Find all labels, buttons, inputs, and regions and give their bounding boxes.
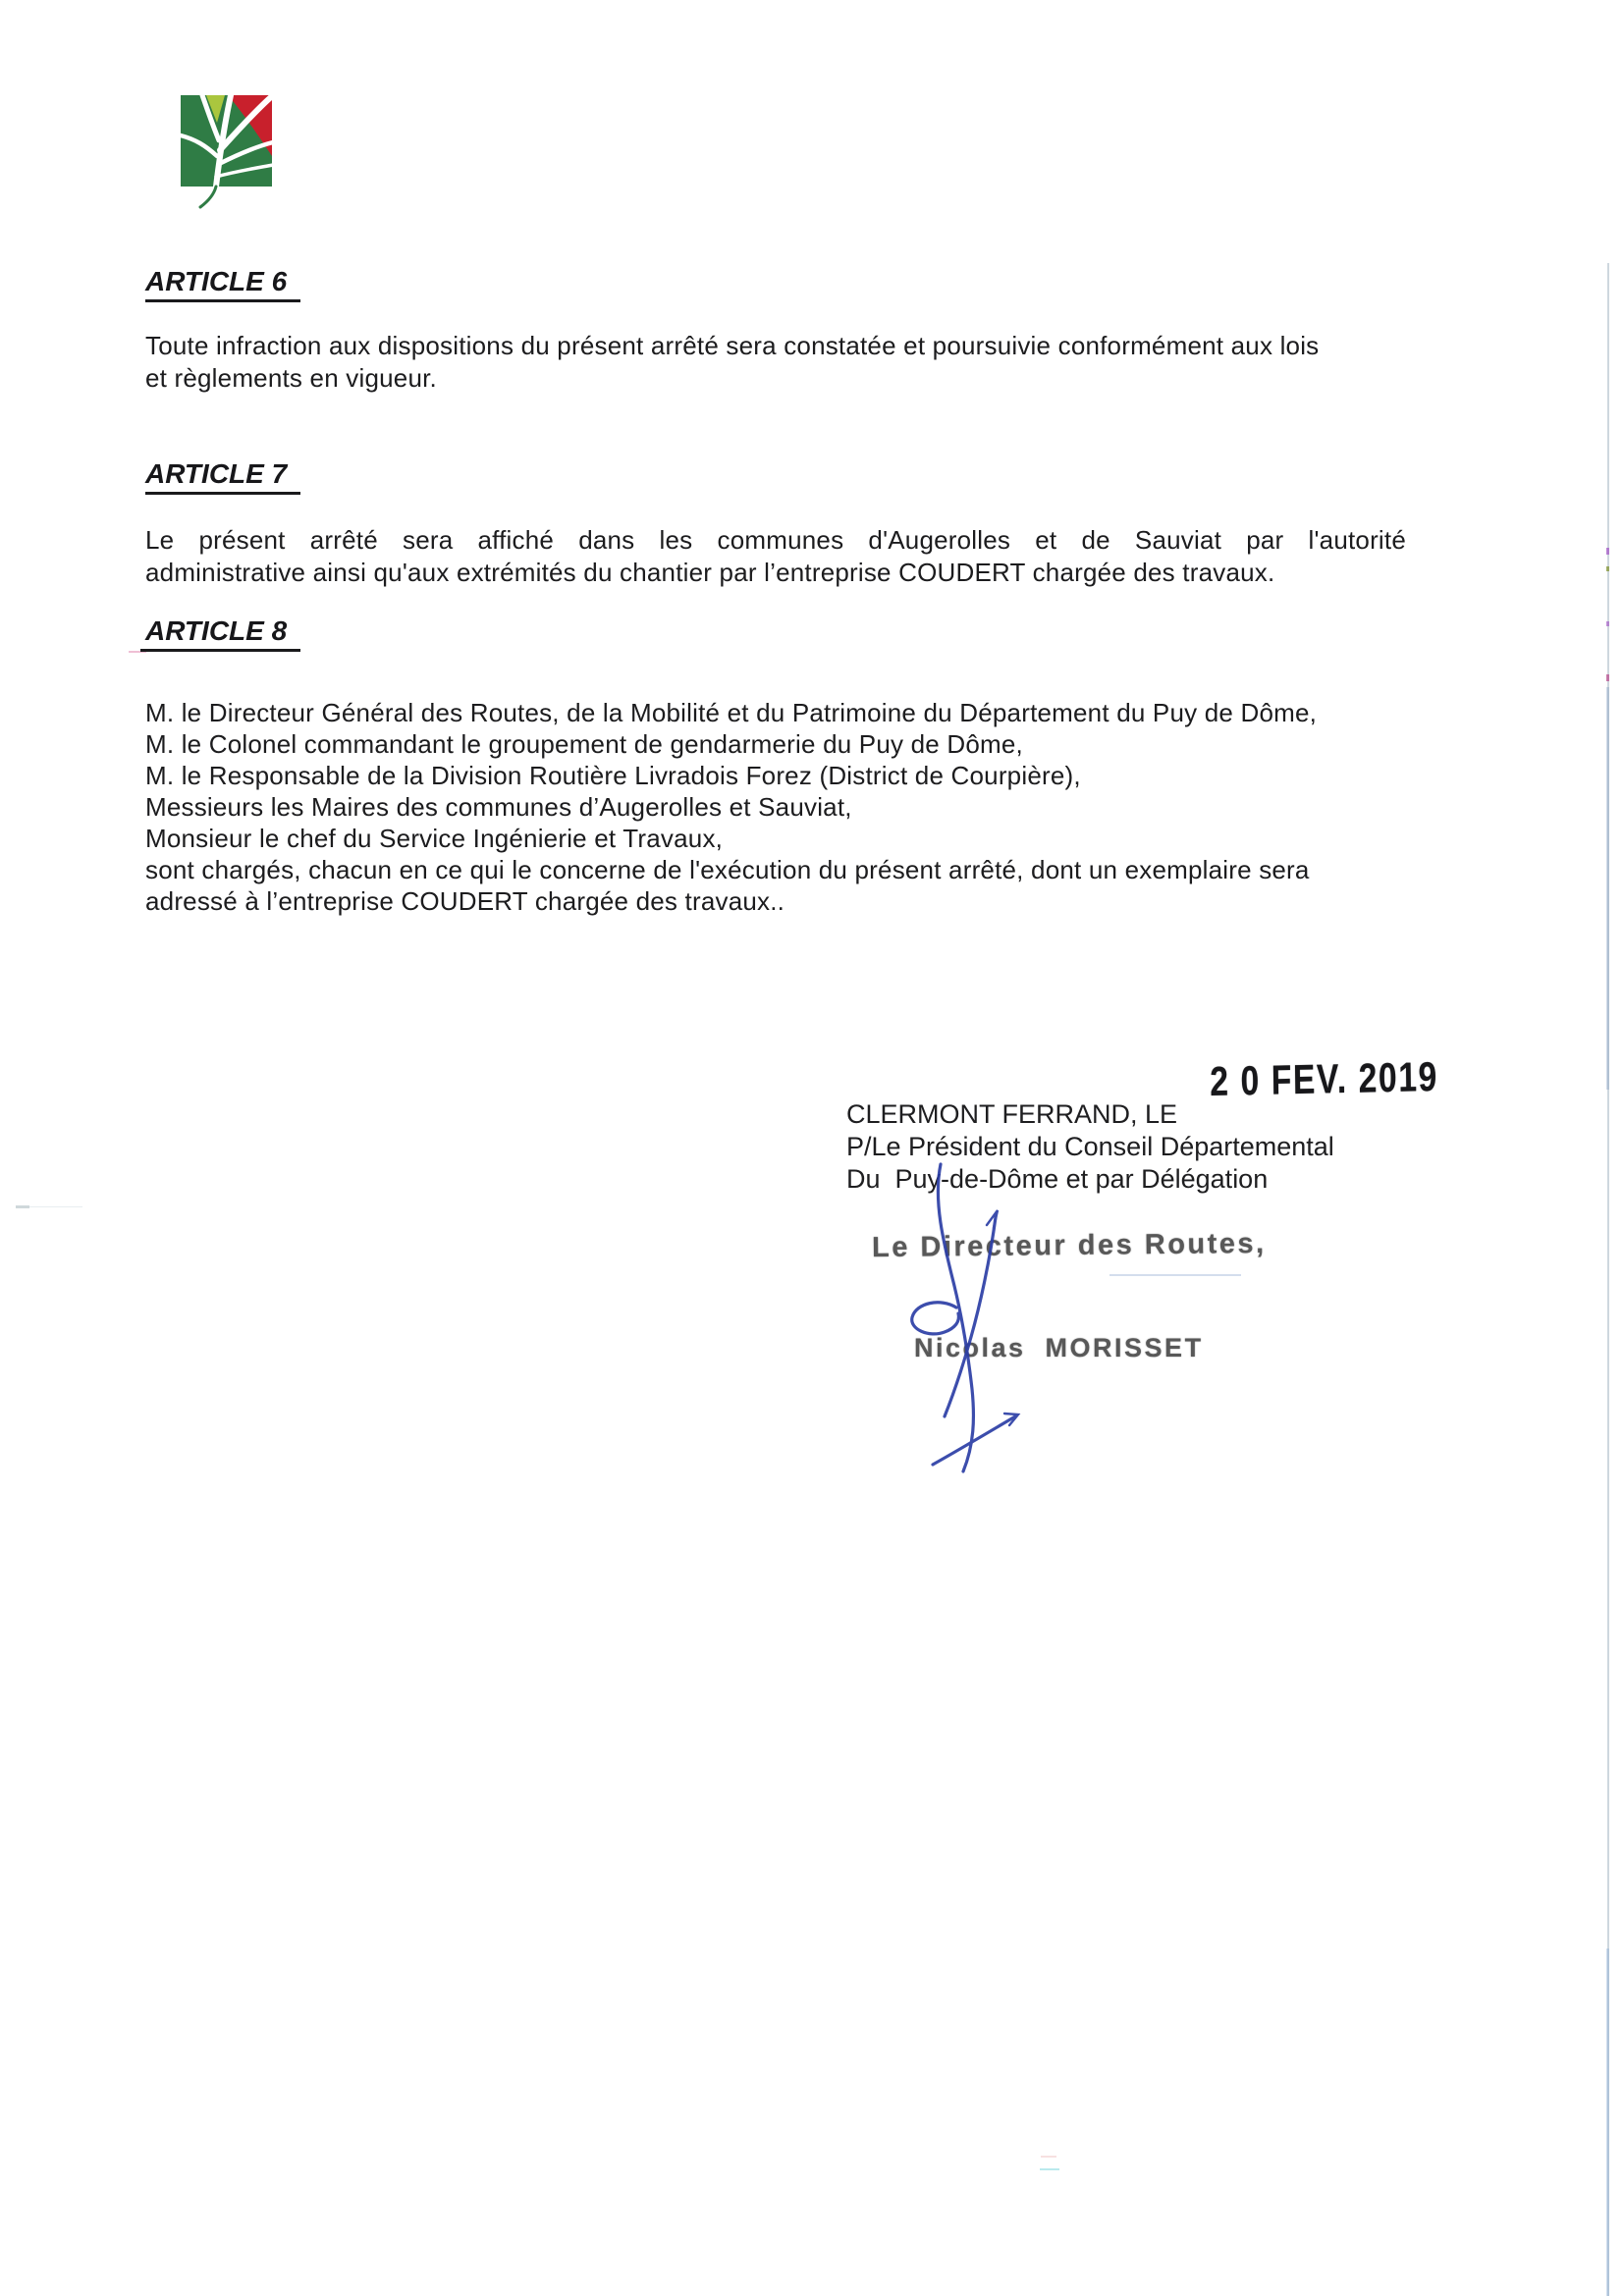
article-8-paragraph	[145, 697, 1317, 917]
paragraph-line: et règlements en vigueur.	[145, 362, 437, 393]
authority-line: P/Le Président du Conseil Départemental	[846, 1132, 1334, 1161]
signature-loop	[912, 1303, 959, 1334]
signature-stroke	[938, 1164, 973, 1471]
scan-tick	[1606, 621, 1609, 626]
scan-tick	[1606, 548, 1609, 555]
scan-tick	[1606, 566, 1609, 571]
paragraph-line: Toute infraction aux dispositions du présent arrêté sera constatée et poursuivie conformément aux lois	[145, 331, 1320, 360]
scan-gray-streak	[29, 1206, 82, 1207]
paragraph-line: M. le Directeur Général des Routes, de la Mobilité et du Patrimoine du Département du Puy de Dôme,	[145, 698, 1318, 727]
scan-edge-segment	[1606, 1949, 1609, 2296]
date-stamp: 2 0 FEV. 2019	[1210, 1052, 1439, 1104]
article-8-heading: ARTICLE 8	[140, 616, 300, 652]
puy-de-dome-logo-icon	[180, 91, 276, 211]
signer-name-stamp: Nicolas MORISSET	[914, 1333, 1204, 1362]
scan-pink-dash	[1041, 2156, 1056, 2158]
paragraph-line: sont chargés, chacun en ce qui le concerne de l'exécution du présent arrêté, dont un exemplaire sera	[145, 855, 1310, 884]
handwritten-signature	[864, 1148, 1041, 1487]
paragraph-line: adressé à l’entreprise COUDERT chargée des travaux..	[145, 886, 785, 916]
article-7-paragraph	[145, 524, 1406, 588]
article-6-heading: ARTICLE 6	[145, 267, 300, 302]
role-stamp: Le Directeur des Routes,	[871, 1227, 1267, 1264]
authority-line: Du Puy-de-Dôme et par Délégation	[846, 1164, 1269, 1194]
logo-stem-tail	[200, 187, 216, 207]
paragraph-line: M. le Responsable de la Division Routière Livradois Forez (District de Courpière),	[145, 761, 1081, 790]
article-6-paragraph	[145, 330, 1319, 394]
article-7-heading: ARTICLE 7	[145, 459, 300, 495]
paragraph-line: administrative ainsi qu'aux extrémités du chantier par l’entreprise COUDERT chargée des travaux.	[145, 557, 1275, 587]
scan-edge-segment	[1606, 687, 1609, 1090]
paragraph-line: Le présent arrêté sera affiché dans les communes d'Augerolles et de Sauviat par l'autorité	[145, 525, 1406, 555]
scan-tick	[1606, 674, 1609, 681]
signature-stroke	[945, 1217, 996, 1416]
paragraph-line: Monsieur le chef du Service Ingénierie et Travaux,	[145, 824, 724, 853]
stamp-underline-mark	[1109, 1274, 1241, 1276]
place-line: CLERMONT FERRAND, LE	[846, 1099, 1178, 1129]
scan-cyan-dash	[1040, 2168, 1059, 2170]
paragraph-line: Messieurs les Maires des communes d’Augerolles et Sauviat,	[145, 792, 852, 822]
paragraph-line: M. le Colonel commandant le groupement de gendarmerie du Puy de Dôme,	[145, 729, 1023, 759]
scan-gray-dash	[16, 1205, 29, 1208]
